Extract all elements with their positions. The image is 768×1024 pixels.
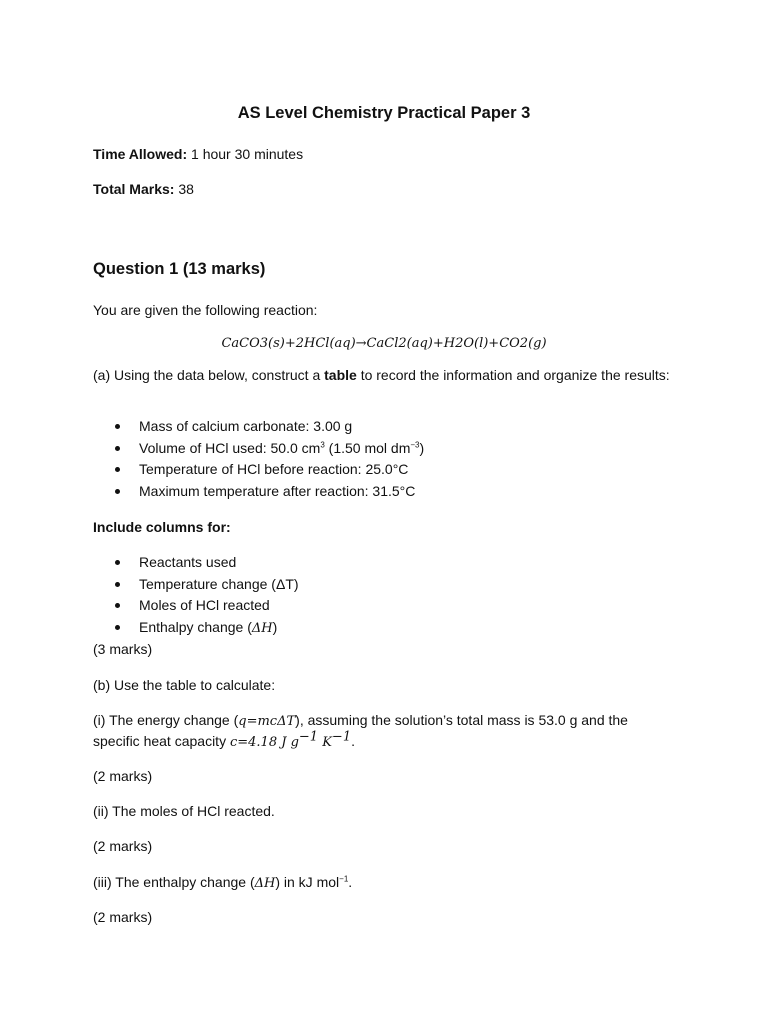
part-b-i-end: .	[351, 733, 355, 749]
column-enthalpy-math: ΔH	[251, 621, 273, 637]
part-b-i-math: q=mcΔT	[238, 714, 296, 729]
data-item-temp-max: Maximum temperature after reaction: 31.5°C	[139, 483, 416, 500]
reaction-equation: CaCO3(s)+2HCl(aq)→CaCl2(aq)+H2O(l)+CO2(g)	[221, 336, 547, 351]
part-b-i-marks: (2 marks)	[93, 768, 153, 784]
part-b-i-line2	[93, 731, 683, 753]
include-columns-text: Include columns for:	[93, 519, 231, 535]
total-marks-line	[93, 179, 683, 200]
part-a-text-bold: table	[324, 367, 357, 383]
list-item	[93, 459, 693, 481]
include-columns-label	[93, 517, 683, 538]
question-heading: Question 1 (13 marks)	[93, 260, 266, 278]
part-b-ii-text: (ii) The moles of HCl reacted.	[93, 803, 275, 819]
part-b-iii-marks: (2 marks)	[93, 909, 153, 925]
part-b-i-line1	[93, 710, 683, 732]
bullet-icon	[115, 489, 120, 494]
list-item	[93, 574, 693, 596]
data-item-volume-post: )	[419, 439, 425, 456]
data-item-mass: Mass of calcium carbonate: 3.00 g	[139, 418, 353, 434]
column-enthalpy-post: )	[272, 619, 278, 636]
list-item	[93, 552, 693, 574]
part-b-i-exp1: −1	[298, 729, 319, 745]
bullet-icon	[115, 446, 120, 451]
data-item-volume-mid: (1.50 mol dm	[324, 439, 411, 456]
part-b-intro: (b) Use the table to calculate:	[93, 677, 276, 693]
bullet-icon	[115, 625, 120, 630]
part-b-iii-line	[93, 872, 683, 894]
data-item-temp-before: Temperature of HCl before reaction: 25.0°C	[139, 461, 409, 478]
total-marks-label: Total Marks:	[93, 181, 175, 197]
part-b-i-math2a: c=4.18 J g	[229, 735, 299, 750]
part-b-iii-math: ΔH	[254, 876, 276, 891]
data-item-volume-exp2: −3	[410, 440, 420, 450]
part-b-i-line2-pre: specific heat capacity	[93, 733, 230, 749]
bullet-icon	[115, 424, 120, 429]
data-item-volume-pre: Volume of HCl used: 50.0 cm	[139, 439, 321, 456]
part-b-i-pre: (i) The energy change (	[93, 712, 239, 728]
part-b-i-math2b: K	[318, 735, 332, 750]
time-allowed-value: 1 hour 30 minutes	[187, 146, 304, 162]
time-allowed-line	[93, 144, 683, 165]
column-temp-change: Temperature change (ΔT)	[139, 575, 299, 592]
part-b-iii-pre: (iii) The enthalpy change (	[93, 874, 255, 890]
bullet-icon	[115, 603, 120, 608]
bullet-icon	[115, 467, 120, 472]
column-enthalpy-pre: Enthalpy change (	[139, 619, 252, 636]
part-b-iii-post: ) in kJ mol	[275, 874, 340, 890]
column-moles: Moles of HCl reacted	[139, 597, 270, 614]
part-b-ii-marks: (2 marks)	[93, 838, 153, 854]
part-a-text-after: to record the information and organize the results:	[356, 367, 670, 383]
list-item	[93, 481, 693, 503]
list-item	[93, 617, 693, 640]
data-item-volume-exp1: 3	[320, 440, 325, 450]
columns-list	[93, 552, 693, 640]
list-item	[93, 595, 693, 617]
part-a-marks: (3 marks)	[93, 641, 153, 657]
list-item	[93, 416, 693, 438]
time-allowed-label: Time Allowed:	[93, 146, 188, 162]
data-list	[93, 416, 693, 503]
part-a-text-before: (a) Using the data below, construct a	[93, 367, 325, 383]
part-b-i-post: ), assuming the solution’s total mass is 53.0 g and the	[295, 712, 628, 728]
part-b-iii-exp: −1	[339, 874, 349, 884]
part-b-iii-end: .	[348, 874, 353, 890]
bullet-icon	[115, 582, 120, 587]
page-title: AS Level Chemistry Practical Paper 3	[237, 104, 531, 122]
part-a-instruction	[93, 365, 683, 386]
part-b-i-exp2: −1	[331, 729, 352, 745]
bullet-icon	[115, 560, 120, 565]
list-item	[93, 438, 693, 460]
total-marks-value: 38	[174, 181, 194, 197]
column-reactants: Reactants used	[139, 554, 237, 570]
question-intro: You are given the following reaction:	[93, 302, 318, 318]
